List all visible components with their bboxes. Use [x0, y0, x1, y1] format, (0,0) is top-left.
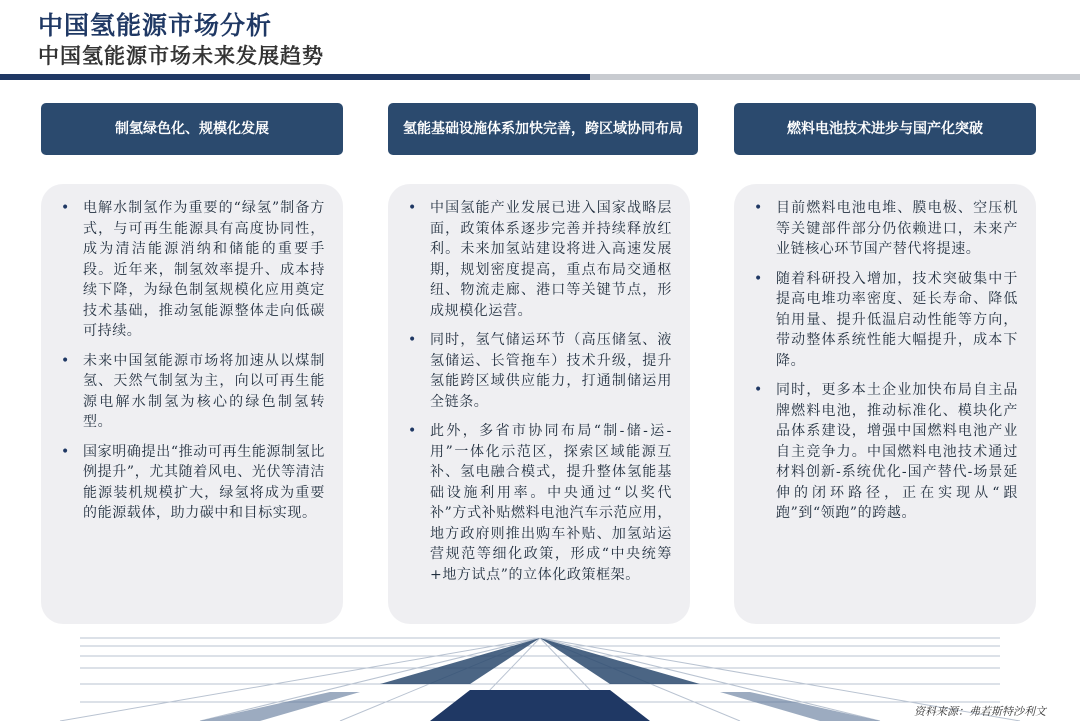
- bullet-text: 同时，更多本土企业加快布局自主品牌燃料电池，推动标准化、模块化产品体系建设，增强中国燃料电池产业自主竞争力。中国燃料电池技术通过材料创新-系统优化-国产替代-场景延伸的闭环路径，正在实现从“跟跑”到“领跑”的跨越。: [776, 382, 1018, 521]
- column-1-heading: 制氢绿色化、规模化发展: [41, 103, 343, 155]
- bullet-icon: •: [408, 200, 417, 216]
- list-item: [61, 442, 325, 524]
- page-title: 中国氢能源市场分析: [38, 11, 273, 40]
- list-item: [61, 198, 325, 342]
- bullet-icon: •: [754, 382, 763, 398]
- column-2-list: [408, 198, 672, 585]
- title-rule-light: [590, 74, 1080, 80]
- column-2-panel: [388, 184, 690, 624]
- bullet-text: 目前燃料电池电堆、膜电极、空压机等关键部件部分仍依赖进口，未来产业链核心环节国产替代将提速。: [776, 200, 1018, 257]
- bullet-text: 未来中国氢能源市场将加速从以煤制氢、天然气制氢为主，向以可再生能源电解水制氢为核心的绿色制氢转型。: [83, 352, 325, 430]
- column-3-heading: 燃料电池技术进步与国产化突破: [734, 103, 1036, 155]
- list-item: [754, 198, 1018, 260]
- bullet-icon: •: [61, 352, 70, 369]
- bullet-text: 此外，多省市协同布局“制-储-运-用”一体化示范区，探索区域能源互补、氢电融合模式，提升整体氢能基础设施利用率。中央通过“以奖代补”方式补贴燃料电池汽车示范应用，地方政府则推出购车补贴、加氢站运营规范等细化政策，形成“中央统筹+地方试点”的立体化政策框架。: [430, 423, 672, 583]
- column-1-list: [61, 198, 325, 524]
- list-item: [754, 269, 1018, 372]
- source-note: 资料来源：弗若斯特沙利文: [914, 705, 1046, 718]
- list-item: [408, 421, 672, 585]
- bullet-icon: •: [408, 332, 417, 348]
- bullet-icon: •: [61, 200, 70, 216]
- bullet-text: 随着科研投入增加，技术突破集中于提高电堆功率密度、延长寿命、降低铂用量、提升低温启动性能等方向，带动整体系统性能大幅提升，成本下降。: [776, 270, 1018, 369]
- column-2-heading: 氢能基础设施体系加快完善，跨区域协同布局: [388, 103, 698, 155]
- bullet-text: 电解水制氢作为重要的“绿氢”制备方式，与可再生能源具有高度协同性，成为清洁能源消纳和储能的重要手段。近年来，制氢效率提升、成本持续下降，为绿色制氢规模化应用奠定技术基础，推动氢能源整体走向低碳可持续。: [83, 200, 325, 339]
- list-item: [408, 330, 672, 412]
- bullet-icon: •: [754, 200, 763, 216]
- page-subtitle: 中国氢能源市场未来发展趋势: [38, 43, 324, 68]
- column-3-panel: [734, 184, 1036, 624]
- bullet-text: 国家明确提出“推动可再生能源制氢比例提升”，尤其随着风电、光伏等清洁能源装机规模扩大，绿氢将成为重要的能源载体，助力碳中和目标实现。: [83, 443, 325, 521]
- bullet-icon: •: [408, 423, 417, 439]
- title-rule-dark: [0, 74, 590, 80]
- column-1-panel: [41, 184, 343, 624]
- list-item: [61, 351, 325, 433]
- column-3-list: [754, 198, 1018, 524]
- bullet-text: 同时，氢气储运环节（高压储氢、液氢储运、长管拖车）技术升级，提升氢能跨区域供应能力，打通制储运用全链条。: [430, 332, 672, 410]
- list-item: [754, 380, 1018, 524]
- bullet-text: 中国氢能产业发展已进入国家战略层面，政策体系逐步完善并持续释放红利。未来加氢站建设将进入高速发展期，规划密度提高，重点布局交通枢纽、物流走廊、港口等关键节点，形成规模化运营。: [430, 200, 672, 319]
- bullet-icon: •: [61, 443, 70, 460]
- bullet-icon: •: [754, 270, 763, 287]
- list-item: [408, 198, 672, 321]
